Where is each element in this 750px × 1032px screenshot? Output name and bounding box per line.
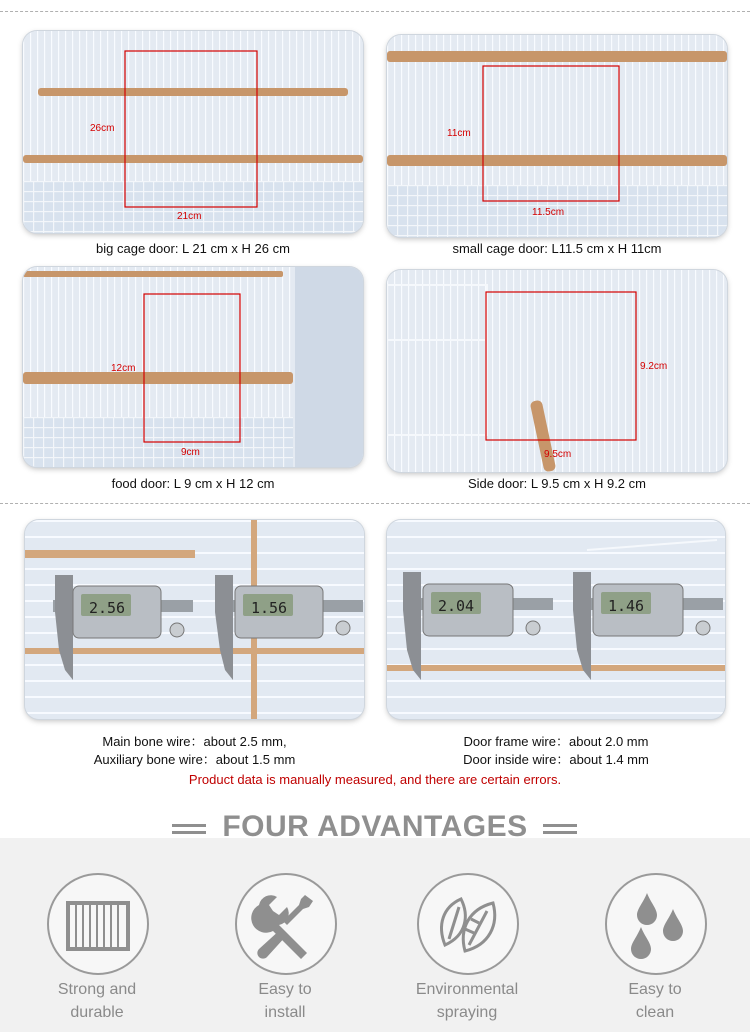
food-door-caption: food door: L 9 cm x H 12 cm <box>111 476 275 491</box>
top-divider <box>0 11 750 12</box>
middle-divider <box>0 503 750 504</box>
big-door-height-label: 26cm <box>90 123 115 134</box>
small-door-photo <box>387 35 727 237</box>
advantage-3-line1: Environmental <box>415 981 519 998</box>
caliper-4-reading: 1.46 <box>607 597 645 615</box>
food-door-photo <box>23 267 363 467</box>
advantage-2-line2: install <box>264 1004 306 1021</box>
advantages-title: FOUR ADVANTAGES <box>222 810 528 843</box>
door-inside-wire-caption: Door inside wire：about 1.4 mm <box>463 752 649 767</box>
caliper-2-reading: 1.56 <box>250 599 288 617</box>
advantage-2-line1: Easy to <box>258 981 312 998</box>
food-door-height-label: 12cm <box>111 363 136 374</box>
advantage-1-line2: durable <box>70 1004 124 1021</box>
small-door-height-label: 11cm <box>447 128 471 139</box>
side-door-height-label: 9.2cm <box>640 361 668 372</box>
big-door-photo <box>23 31 363 233</box>
main-wire-caliper-illustration <box>25 520 364 719</box>
leaves-icon <box>417 873 519 975</box>
measurement-note: Product data is manually measured, and there are certain errors. <box>188 772 562 787</box>
side-door-illustration <box>387 270 727 472</box>
big-door-caption: big cage door: L 21 cm x H 26 cm <box>96 241 290 256</box>
door-wire-caliper-illustration <box>387 520 725 719</box>
side-door-width-label: 9.5cm <box>544 449 572 460</box>
big-door-width-label: 21cm <box>177 211 202 222</box>
caliper-3-reading: 2.04 <box>437 597 475 615</box>
big-door-illustration <box>23 31 363 233</box>
door-frame-wire-caption: Door frame wire：about 2.0 mm <box>463 734 649 749</box>
water-drops-icon <box>605 873 707 975</box>
tools-icon <box>235 873 337 975</box>
main-wire-caliper-photo <box>25 520 364 719</box>
advantage-3-line2: spraying <box>436 1004 498 1021</box>
small-door-caption: small cage door: L11.5 cm x H 11cm <box>452 241 662 256</box>
main-wire-caption: Main bone wire：about 2.5 mm, <box>102 734 287 749</box>
advantage-4-line1: Easy to <box>628 981 682 998</box>
side-door-caption: Side door: L 9.5 cm x H 9.2 cm <box>468 476 646 491</box>
food-door-width-label: 9cm <box>181 447 200 458</box>
small-door-width-label: 11.5cm <box>532 207 565 218</box>
aux-wire-caption: Auxiliary bone wire：about 1.5 mm <box>93 752 296 767</box>
door-wire-caliper-photo <box>387 520 725 719</box>
food-door-illustration <box>23 267 363 467</box>
advantage-1-line1: Strong and <box>57 981 137 998</box>
advantage-4-line2: clean <box>635 1004 675 1021</box>
cage-frame-icon <box>47 873 149 975</box>
side-door-photo <box>387 270 727 472</box>
caliper-1-reading: 2.56 <box>88 599 126 617</box>
